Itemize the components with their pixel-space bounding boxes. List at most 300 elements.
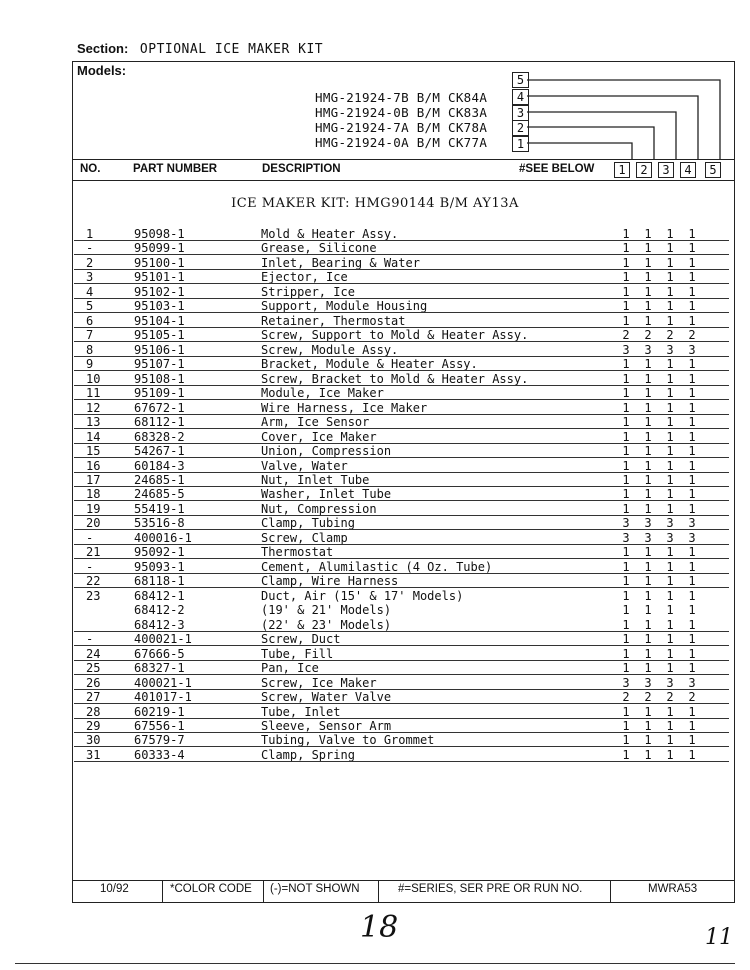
quantity-model-1: 1 [622,603,630,618]
quantity-model-3: 1 [666,313,674,328]
item-number: 10 [86,371,101,386]
part-number: 68112-1 [134,415,185,430]
quantity-model-1: 1 [622,255,630,270]
table-row [74,705,729,719]
part-number: 95102-1 [134,284,185,299]
quantity-model-2: 1 [644,545,652,560]
quantity-model-3: 1 [666,415,674,430]
part-description: Sleeve, Sensor Arm [261,718,392,733]
quantity-model-4: 1 [688,299,696,314]
quantity-model-4: 3 [688,530,696,545]
quantity-model-2: 1 [644,444,652,459]
quantity-model-4: 1 [688,487,696,502]
model-line-1: HMG-21924-7B B/M CK84A [315,90,488,105]
quantity-model-1: 1 [622,357,630,372]
part-description: Screw, Water Valve [261,690,392,705]
part-description: Grease, Silicone [261,241,377,256]
quantity-model-3: 3 [666,675,674,690]
quantity-model-1: 1 [622,299,630,314]
table-row [74,545,729,559]
quantity-model-1: 1 [622,501,630,516]
part-description: Cement, Alumilastic (4 Oz. Tube) [261,559,493,574]
quantity-model-3: 1 [666,444,674,459]
quantity-model-1: 1 [622,545,630,560]
quantity-model-2: 3 [644,675,652,690]
quantity-model-1: 1 [622,472,630,487]
item-number: 9 [86,357,94,372]
table-row [74,618,729,632]
item-number: 30 [86,733,101,748]
quantity-model-3: 1 [666,632,674,647]
part-number: 24685-5 [134,487,185,502]
quantity-model-4: 1 [688,646,696,661]
item-number: 12 [86,400,101,415]
part-description: Screw, Duct [261,632,341,647]
quantity-model-3: 3 [666,516,674,531]
quantity-model-3: 1 [666,487,674,502]
quantity-model-4: 1 [688,415,696,430]
table-row [74,487,729,501]
footer-divider [610,880,611,902]
quantity-model-2: 1 [644,704,652,719]
part-number: 68412-3 [134,617,185,632]
quantity-model-1: 1 [622,371,630,386]
item-number: 6 [86,313,94,328]
table-row [74,516,729,530]
part-description: Nut, Inlet Tube [261,472,370,487]
quantity-model-2: 3 [644,342,652,357]
table-row [74,531,729,545]
quantity-model-4: 2 [688,690,696,705]
table-row [74,328,729,342]
quantity-model-3: 1 [666,718,674,733]
quantity-model-1: 1 [622,400,630,415]
quantity-model-4: 1 [688,270,696,285]
quantity-model-1: 1 [622,241,630,256]
item-number: 4 [86,284,94,299]
item-number: - [86,530,94,545]
part-description: Screw, Ice Maker [261,675,377,690]
quantity-model-4: 1 [688,429,696,444]
quantity-model-1: 3 [622,530,630,545]
kit-title: ICE MAKER KIT: HMG90144 B/M AY13A [231,196,519,211]
footer-top-rule [72,880,735,881]
table-row [74,676,729,690]
quantity-model-2: 1 [644,415,652,430]
quantity-model-1: 1 [622,588,630,603]
part-description: Tube, Inlet [261,704,341,719]
quantity-model-4: 3 [688,675,696,690]
item-number: - [86,559,94,574]
quantity-model-2: 1 [644,603,652,618]
part-number: 67579-7 [134,733,185,748]
quantity-model-1: 1 [622,574,630,589]
part-description: Screw, Module Assy. [261,342,399,357]
part-number: 95109-1 [134,386,185,401]
quantity-model-1: 1 [622,313,630,328]
quantity-model-1: 2 [622,690,630,705]
part-number: 95099-1 [134,241,185,256]
quantity-model-4: 1 [688,545,696,560]
quantity-model-3: 1 [666,704,674,719]
quantity-model-4: 3 [688,342,696,357]
quantity-model-1: 1 [622,444,630,459]
quantity-model-2: 1 [644,487,652,502]
part-description: (19' & 21' Models) [261,603,392,618]
item-number: 18 [86,487,101,502]
part-description: Screw, Bracket to Mold & Heater Assy. [261,371,529,386]
header-bottom-rule [72,180,735,181]
part-description: Thermostat [261,545,334,560]
quantity-model-2: 1 [644,747,652,762]
part-description: Mold & Heater Assy. [261,227,399,241]
part-description: Inlet, Bearing & Water [261,255,420,270]
footer-divider [162,880,163,902]
quantity-model-2: 1 [644,617,652,632]
part-description: Retainer, Thermostat [261,313,406,328]
models-label: Models: [77,63,127,78]
quantity-model-4: 1 [688,588,696,603]
quantity-model-2: 1 [644,400,652,415]
model-line-3: HMG-21924-7A B/M CK78A [315,120,488,135]
table-row [74,386,729,400]
quantity-model-2: 1 [644,227,652,241]
quantity-model-2: 2 [644,690,652,705]
item-number: 19 [86,501,101,516]
quantity-model-2: 1 [644,574,652,589]
quantity-model-4: 1 [688,227,696,241]
table-row [74,401,729,415]
quantity-model-3: 1 [666,227,674,241]
quantity-model-3: 1 [666,357,674,372]
quantity-model-1: 1 [622,487,630,502]
quantity-model-4: 3 [688,516,696,531]
table-row [74,270,729,284]
quantity-model-4: 1 [688,386,696,401]
quantity-model-4: 1 [688,617,696,632]
part-description: Duct, Air (15' & 17' Models) [261,588,464,603]
table-row [74,357,729,371]
quantity-model-2: 1 [644,357,652,372]
col-header-model-3: 3 [658,162,674,178]
part-number: 400021-1 [134,632,192,647]
quantity-model-2: 1 [644,386,652,401]
table-row [74,314,729,328]
table-row [74,661,729,675]
part-description: Washer, Inlet Tube [261,487,392,502]
quantity-model-3: 1 [666,747,674,762]
item-number: 21 [86,545,101,560]
quantity-model-4: 1 [688,255,696,270]
part-description: Tube, Fill [261,646,334,661]
quantity-model-4: 1 [688,501,696,516]
quantity-model-2: 1 [644,458,652,473]
part-description: Pan, Ice [261,661,319,676]
part-description: Cover, Ice Maker [261,429,377,444]
quantity-model-4: 1 [688,603,696,618]
quantity-model-1: 1 [622,646,630,661]
quantity-model-4: 1 [688,241,696,256]
table-row [74,748,729,762]
quantity-model-4: 1 [688,284,696,299]
quantity-model-4: 1 [688,444,696,459]
quantity-model-1: 1 [622,284,630,299]
quantity-model-2: 1 [644,733,652,748]
table-row [74,647,729,661]
quantity-model-3: 1 [666,545,674,560]
quantity-model-3: 1 [666,733,674,748]
item-number: 1 [86,227,94,241]
model-line-2: HMG-21924-0B B/M CK83A [315,105,488,120]
quantity-model-2: 1 [644,270,652,285]
part-number: 95105-1 [134,328,185,343]
item-number: 20 [86,516,101,531]
model-box-1: 1 [512,136,529,152]
item-number: 8 [86,342,94,357]
footer-color-code: *COLOR CODE [170,883,252,895]
item-number: 25 [86,661,101,676]
quantity-model-3: 1 [666,588,674,603]
table-row [74,415,729,429]
table-row [74,603,729,617]
table-row [74,444,729,458]
item-number: 11 [86,386,101,401]
item-number: 26 [86,675,101,690]
quantity-model-1: 1 [622,429,630,444]
quantity-model-3: 1 [666,661,674,676]
quantity-model-1: 1 [622,458,630,473]
handwritten-page-number: 18 [360,910,399,945]
quantity-model-3: 3 [666,342,674,357]
part-number: 95103-1 [134,299,185,314]
quantity-model-2: 1 [644,661,652,676]
part-number: 68118-1 [134,574,185,589]
table-row [74,733,729,747]
quantity-model-3: 1 [666,458,674,473]
table-row [74,227,729,241]
quantity-model-1: 3 [622,516,630,531]
quantity-model-2: 1 [644,718,652,733]
quantity-model-1: 3 [622,675,630,690]
part-number: 400016-1 [134,530,192,545]
model-box-3: 3 [512,105,529,121]
quantity-model-2: 2 [644,328,652,343]
part-description: Clamp, Spring [261,747,355,762]
quantity-model-4: 2 [688,328,696,343]
quantity-model-2: 1 [644,429,652,444]
footer-series-note: #=SERIES, SER PRE OR RUN NO. [398,883,583,895]
model-box-5: 5 [512,72,529,88]
quantity-model-3: 1 [666,241,674,256]
quantity-model-3: 1 [666,472,674,487]
item-number: 17 [86,472,101,487]
quantity-model-3: 1 [666,501,674,516]
part-description: Bracket, Module & Heater Assy. [261,357,478,372]
item-number: 14 [86,429,101,444]
quantity-model-1: 1 [622,227,630,241]
quantity-model-3: 1 [666,617,674,632]
quantity-model-2: 1 [644,472,652,487]
part-number: 53516-8 [134,516,185,531]
part-description: Screw, Support to Mold & Heater Assy. [261,328,529,343]
quantity-model-4: 1 [688,661,696,676]
table-row [74,574,729,588]
quantity-model-2: 1 [644,284,652,299]
item-number: 28 [86,704,101,719]
part-description: Tubing, Valve to Grommet [261,733,435,748]
part-number: 67672-1 [134,400,185,415]
part-description: Arm, Ice Sensor [261,415,370,430]
quantity-model-1: 1 [622,559,630,574]
table-row [74,459,729,473]
part-number: 95108-1 [134,371,185,386]
item-number: 7 [86,328,94,343]
item-number: 23 [86,588,101,603]
item-number: 2 [86,255,94,270]
quantity-model-4: 1 [688,458,696,473]
quantity-model-2: 1 [644,632,652,647]
quantity-model-3: 1 [666,400,674,415]
quantity-model-2: 1 [644,501,652,516]
part-number: 95101-1 [134,270,185,285]
part-number: 60333-4 [134,747,185,762]
quantity-model-4: 1 [688,472,696,487]
item-number: - [86,632,94,647]
quantity-model-1: 3 [622,342,630,357]
quantity-model-1: 1 [622,386,630,401]
quantity-model-1: 1 [622,270,630,285]
part-description: Clamp, Wire Harness [261,574,399,589]
quantity-model-4: 1 [688,559,696,574]
item-number: 13 [86,415,101,430]
part-description: Module, Ice Maker [261,386,384,401]
quantity-model-2: 3 [644,516,652,531]
quantity-model-3: 1 [666,299,674,314]
quantity-model-2: 3 [644,530,652,545]
item-number: 16 [86,458,101,473]
quantity-model-1: 1 [622,632,630,647]
quantity-model-4: 1 [688,747,696,762]
item-number: - [86,241,94,256]
model-connector-lines [0,0,750,180]
table-row [74,560,729,574]
page-bottom-rule [15,963,735,964]
part-number: 95093-1 [134,559,185,574]
quantity-model-1: 1 [622,718,630,733]
quantity-model-4: 1 [688,371,696,386]
table-row [74,256,729,270]
table-row [74,430,729,444]
part-number: 55419-1 [134,501,185,516]
quantity-model-3: 1 [666,646,674,661]
table-row [74,343,729,357]
footer-date: 10/92 [100,883,129,895]
part-description: Valve, Water [261,458,348,473]
part-number: 68412-2 [134,603,185,618]
footer-divider [378,880,379,902]
quantity-model-2: 1 [644,241,652,256]
table-row [74,632,729,646]
table-row [74,285,729,299]
col-header-part: PART NUMBER [133,163,218,175]
quantity-model-3: 1 [666,371,674,386]
part-description: Clamp, Tubing [261,516,355,531]
quantity-model-1: 1 [622,733,630,748]
part-description: Nut, Compression [261,501,377,516]
table-row [74,473,729,487]
col-header-model-4: 4 [680,162,696,178]
quantity-model-3: 1 [666,574,674,589]
col-header-model-2: 2 [636,162,652,178]
quantity-model-1: 2 [622,328,630,343]
item-number: 31 [86,747,101,762]
quantity-model-4: 1 [688,704,696,719]
footer-code: MWRA53 [648,883,698,895]
quantity-model-2: 1 [644,559,652,574]
part-description: Wire Harness, Ice Maker [261,400,428,415]
table-row [74,690,729,704]
table-row [74,502,729,516]
table-row [74,589,729,603]
part-number: 60184-3 [134,458,185,473]
item-number: 29 [86,718,101,733]
item-number: 27 [86,690,101,705]
part-number: 60219-1 [134,704,185,719]
model-line-4: HMG-21924-0A B/M CK77A [315,135,488,150]
quantity-model-1: 1 [622,415,630,430]
quantity-model-4: 1 [688,400,696,415]
part-number: 54267-1 [134,444,185,459]
quantity-model-4: 1 [688,718,696,733]
col-header-no: NO. [80,163,101,175]
quantity-model-4: 1 [688,313,696,328]
quantity-model-4: 1 [688,357,696,372]
quantity-model-2: 1 [644,588,652,603]
col-header-see-below: #SEE BELOW [519,163,595,175]
quantity-model-3: 1 [666,386,674,401]
quantity-model-2: 1 [644,313,652,328]
section-label: Section: [77,41,129,56]
quantity-model-2: 1 [644,255,652,270]
part-number: 24685-1 [134,472,185,487]
quantity-model-3: 3 [666,530,674,545]
quantity-model-4: 1 [688,574,696,589]
quantity-model-2: 1 [644,646,652,661]
quantity-model-4: 1 [688,632,696,647]
quantity-model-3: 1 [666,270,674,285]
quantity-model-2: 1 [644,299,652,314]
part-number: 68412-1 [134,588,185,603]
item-number: 5 [86,299,94,314]
table-row [74,719,729,733]
part-number: 67556-1 [134,718,185,733]
part-description: Stripper, Ice [261,284,355,299]
item-number: 24 [86,646,101,661]
part-number: 95100-1 [134,255,185,270]
quantity-model-3: 2 [666,690,674,705]
part-description: Support, Module Housing [261,299,428,314]
footer-not-shown: (-)=NOT SHOWN [270,883,360,895]
quantity-model-1: 1 [622,661,630,676]
section-title: OPTIONAL ICE MAKER KIT [139,42,324,57]
quantity-model-4: 1 [688,733,696,748]
table-row [74,241,729,255]
quantity-model-3: 1 [666,284,674,299]
part-description: Ejector, Ice [261,270,348,285]
header-top-rule [72,159,735,160]
quantity-model-3: 2 [666,328,674,343]
part-number: 95104-1 [134,313,185,328]
